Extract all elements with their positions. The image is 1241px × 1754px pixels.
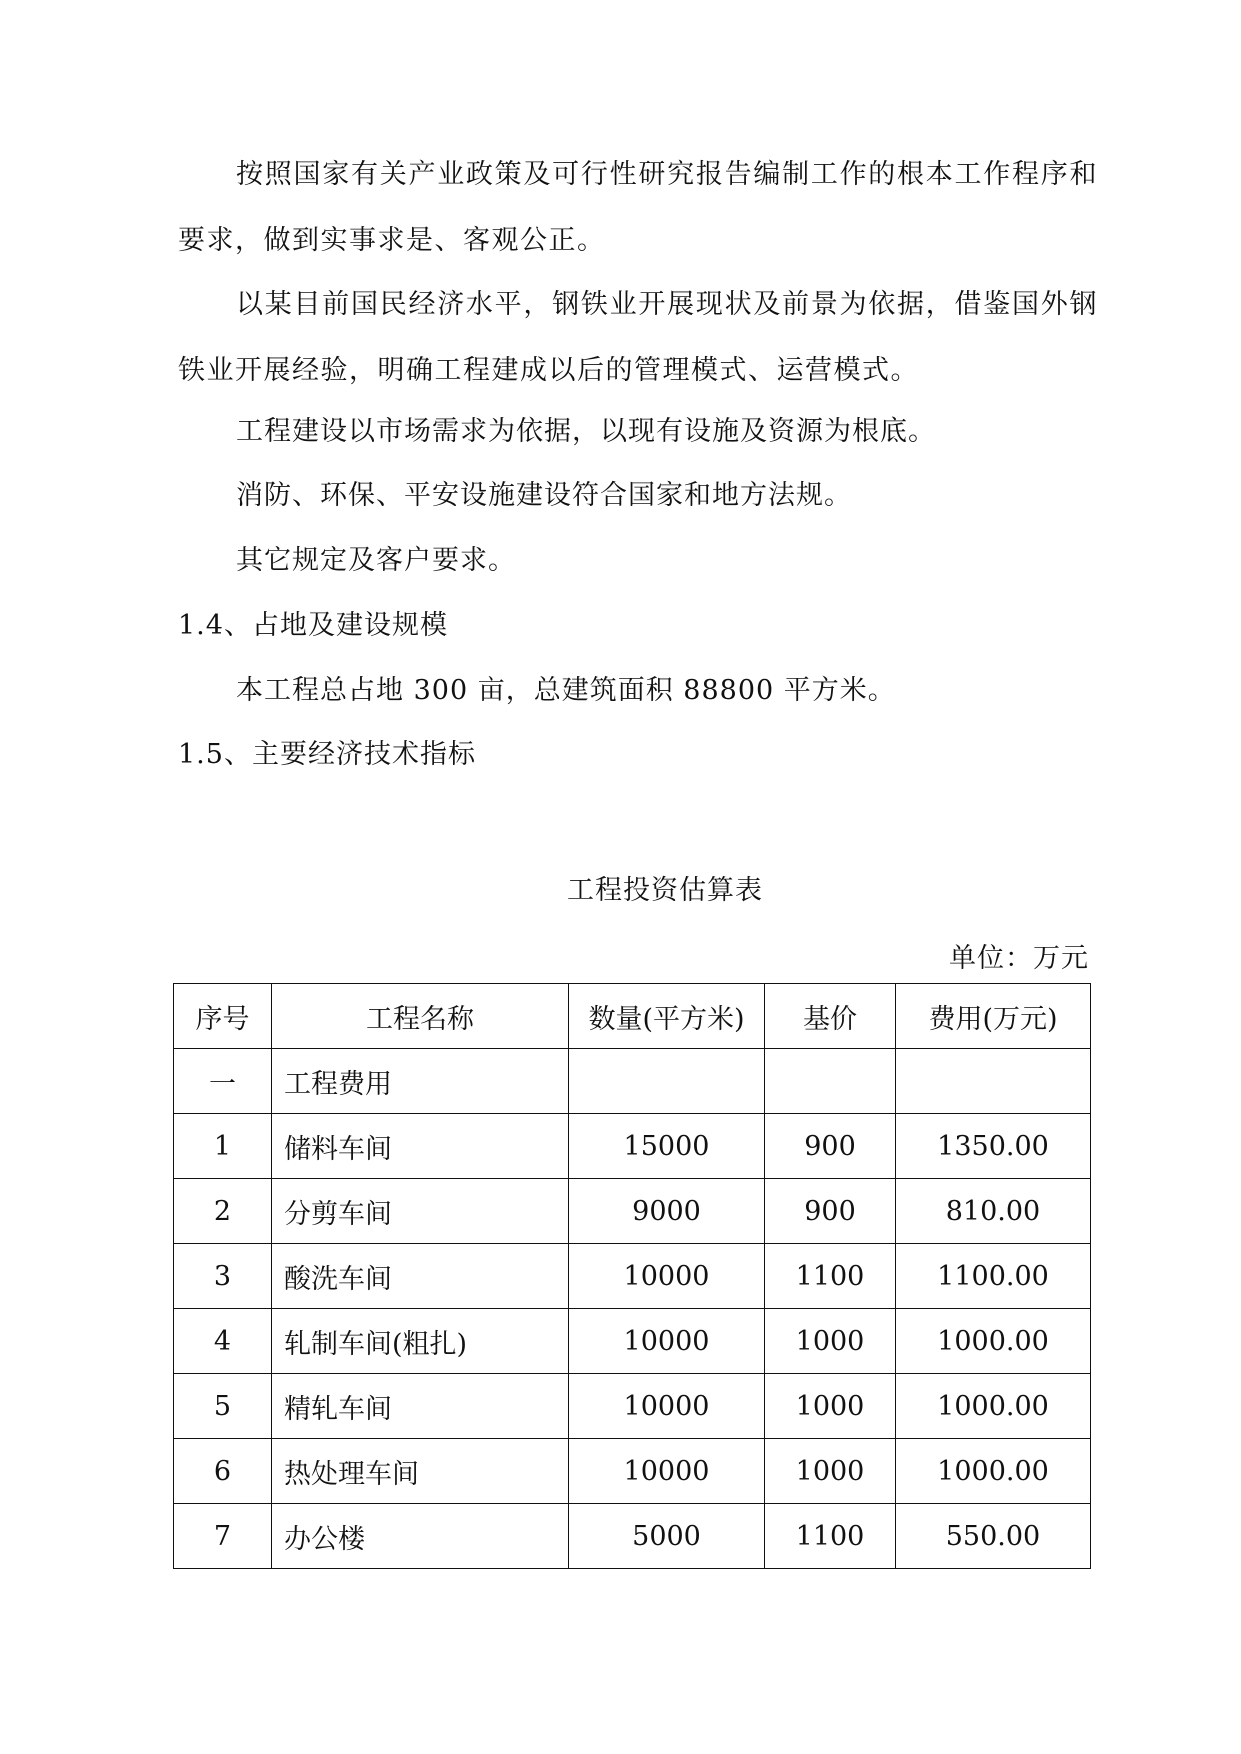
cell-name: 储料车间 bbox=[272, 1114, 569, 1179]
cell-no: 4 bbox=[174, 1309, 272, 1374]
paragraph-other: 其它规定及客户要求。 bbox=[236, 545, 516, 576]
paragraph-land-area: 本工程总占地 300 亩，总建筑面积 88800 平方米。 bbox=[236, 675, 896, 706]
cell-price: 1000 bbox=[765, 1439, 896, 1504]
paragraph-safety: 消防、环保、平安设施建设符合国家和地方法规。 bbox=[236, 480, 852, 511]
header-cost: 费用(万元) bbox=[896, 984, 1091, 1049]
header-qty: 数量(平方米) bbox=[569, 984, 765, 1049]
cell-name: 办公楼 bbox=[272, 1504, 569, 1569]
table-row bbox=[174, 1049, 1091, 1114]
cell-cost: 550.00 bbox=[896, 1504, 1091, 1569]
cell-cost: 1000.00 bbox=[896, 1309, 1091, 1374]
cell-price: 1100 bbox=[765, 1504, 896, 1569]
table-row bbox=[174, 1439, 1091, 1504]
cell-name: 分剪车间 bbox=[272, 1179, 569, 1244]
section-heading-indicators: 1.5、主要经济技术指标 bbox=[178, 739, 476, 770]
cell-no: 一 bbox=[174, 1049, 272, 1114]
cell-cost: 1350.00 bbox=[896, 1114, 1091, 1179]
cell-cost: 1000.00 bbox=[896, 1439, 1091, 1504]
investment-estimate-table bbox=[173, 983, 1091, 1569]
cell-cost: 810.00 bbox=[896, 1179, 1091, 1244]
cell-no: 6 bbox=[174, 1439, 272, 1504]
table-row bbox=[174, 1504, 1091, 1569]
header-no: 序号 bbox=[174, 984, 272, 1049]
section-heading-land: 1.4、占地及建设规模 bbox=[178, 610, 448, 641]
cell-name: 精轧车间 bbox=[272, 1374, 569, 1439]
cell-qty: 9000 bbox=[569, 1179, 765, 1244]
table-row bbox=[174, 1374, 1091, 1439]
cell-qty: 5000 bbox=[569, 1504, 765, 1569]
cell-qty: 10000 bbox=[569, 1244, 765, 1309]
cell-cost: 1000.00 bbox=[896, 1374, 1091, 1439]
table-header-row bbox=[174, 984, 1091, 1049]
cell-no: 7 bbox=[174, 1504, 272, 1569]
cell-cost bbox=[896, 1049, 1091, 1114]
cell-name: 轧制车间(粗扎) bbox=[272, 1309, 569, 1374]
cell-price bbox=[765, 1049, 896, 1114]
cell-no: 1 bbox=[174, 1114, 272, 1179]
paragraph-principles: 按照国家有关产业政策及可行性研究报告编制工作的根本工作程序和要求，做到实事求是、客观公正。 bbox=[178, 159, 1098, 256]
cell-price: 1100 bbox=[765, 1244, 896, 1309]
paragraph-basis: 以某目前国民经济水平，钢铁业开展现状及前景为依据，借鉴国外钢铁业开展经验，明确工程建成以后的管理模式、运营模式。 bbox=[178, 289, 1098, 386]
cell-cost: 1100.00 bbox=[896, 1244, 1091, 1309]
cell-no: 3 bbox=[174, 1244, 272, 1309]
cell-qty: 10000 bbox=[569, 1439, 765, 1504]
table-row bbox=[174, 1114, 1091, 1179]
cell-price: 1000 bbox=[765, 1309, 896, 1374]
table-title: 工程投资估算表 bbox=[567, 875, 763, 906]
cell-price: 900 bbox=[765, 1114, 896, 1179]
cell-price: 900 bbox=[765, 1179, 896, 1244]
cell-name: 热处理车间 bbox=[272, 1439, 569, 1504]
cell-qty: 10000 bbox=[569, 1309, 765, 1374]
cell-price: 1000 bbox=[765, 1374, 896, 1439]
table-row bbox=[174, 1244, 1091, 1309]
header-price: 基价 bbox=[765, 984, 896, 1049]
table-unit: 单位：万元 bbox=[949, 943, 1089, 974]
cell-qty bbox=[569, 1049, 765, 1114]
cell-name: 酸洗车间 bbox=[272, 1244, 569, 1309]
cell-no: 5 bbox=[174, 1374, 272, 1439]
cell-qty: 15000 bbox=[569, 1114, 765, 1179]
header-name: 工程名称 bbox=[272, 984, 569, 1049]
cell-name: 工程费用 bbox=[272, 1049, 569, 1114]
table-row bbox=[174, 1309, 1091, 1374]
table-row bbox=[174, 1179, 1091, 1244]
cell-no: 2 bbox=[174, 1179, 272, 1244]
cell-qty: 10000 bbox=[569, 1374, 765, 1439]
paragraph-market: 工程建设以市场需求为依据，以现有设施及资源为根底。 bbox=[236, 416, 936, 447]
